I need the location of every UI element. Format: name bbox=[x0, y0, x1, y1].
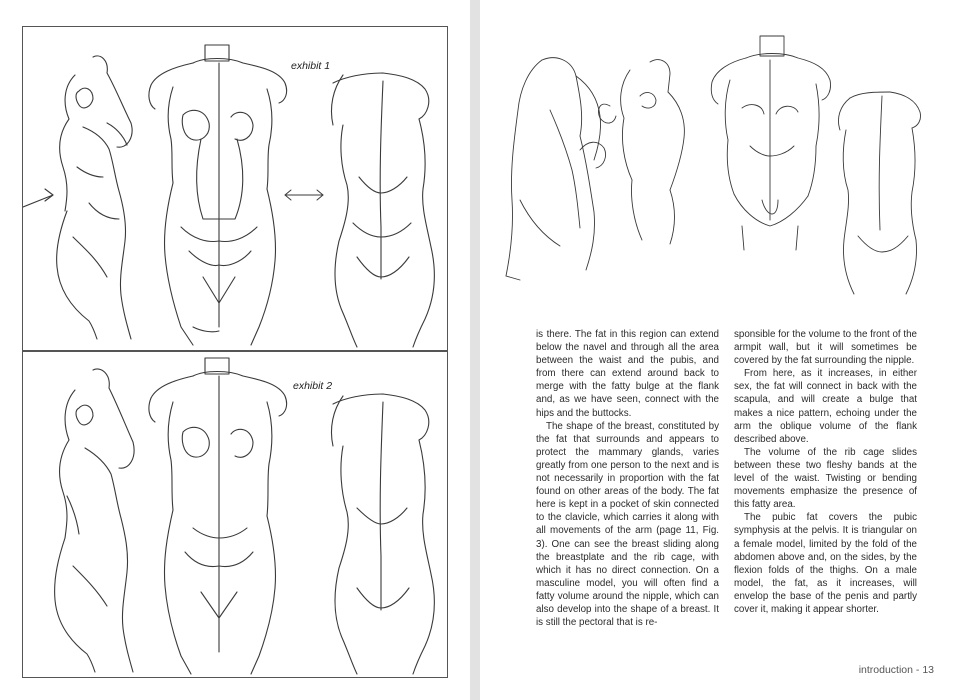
exhibit-1-panel bbox=[22, 26, 448, 351]
paragraph: is there. The fat in this region can extend below the navel and through all the area between the waist and the pubis, and from there can extend around back to merge with the fatty bulge at the flank and, as we have seen, connect with the hips and the buttocks. bbox=[536, 329, 719, 419]
back-torso-sketch-2 bbox=[331, 394, 434, 674]
twisting-figure-sketch bbox=[506, 58, 606, 280]
side-torso-sketch-2 bbox=[55, 369, 134, 672]
exhibit-2-label: exhibit 2 bbox=[293, 380, 333, 392]
front-torso-sketch-2 bbox=[149, 358, 287, 674]
male-front-sketch bbox=[711, 36, 830, 250]
small-back-sketch bbox=[838, 92, 920, 294]
text-column-2 bbox=[734, 328, 917, 616]
paragraph: The shape of the breast, constituted by the fat that surrounds and appears to protect the mammary glands, varies greatly from one person to the next and is not necessarily in proportion with the fat found on other areas of the body. The fat here is kept in a pocket of skin connected to the clavicle, which carries it along with all movements of the arm (page 11, Fig. 3). One can see the breast sliding along the breastplate and the rib cage, with which it has no direct connection. On a masculine model, you will often find a fatty volume around the nipple, which can also develop into the shape of a breast. It is still the pectoral that is re- bbox=[536, 420, 719, 629]
front-torso-sketch bbox=[149, 45, 287, 345]
exhibit-2-drawings bbox=[23, 352, 447, 677]
paragraph: The volume of the rib cage slides between these two fleshy bands at the level of the waist. Twisting or bending movements emphasize the presence of this fatty area. bbox=[734, 446, 917, 511]
double-arrow bbox=[285, 190, 323, 200]
bent-figure-sketch bbox=[598, 60, 684, 244]
exhibit-2-panel bbox=[22, 351, 448, 678]
paragraph: The pubic fat covers the pubic symphysis at the pelvis. It is triangular on a female model, limited by the fold of the abdomen above and, on the sides, by the flexion folds of the thighs. On a male model, the fat, as it increases, will envelop the base of the penis and partly cover it, making it appear shorter. bbox=[734, 512, 917, 615]
text-column-1 bbox=[536, 328, 719, 629]
exhibit-1-label: exhibit 1 bbox=[291, 60, 331, 72]
left-page bbox=[0, 0, 470, 700]
figure-studies-sketch bbox=[480, 0, 956, 320]
page-gutter bbox=[470, 0, 480, 700]
paragraph: sponsible for the volume to the front of the armpit wall, but it will sometimes be covered by the fat surrounding the nipple. bbox=[734, 329, 917, 367]
back-torso-sketch bbox=[331, 73, 434, 347]
right-page bbox=[480, 0, 956, 700]
side-torso-sketch bbox=[23, 56, 132, 339]
page-footer: introduction - 13 bbox=[858, 664, 934, 676]
exhibit-1-drawings bbox=[23, 27, 447, 350]
paragraph: From here, as it increases, in either sex, the fat will connect in back with the scapula, and will create a bulge that makes a nice pattern, echoing under the arm the oblique volume of the flank described above. bbox=[734, 368, 917, 445]
